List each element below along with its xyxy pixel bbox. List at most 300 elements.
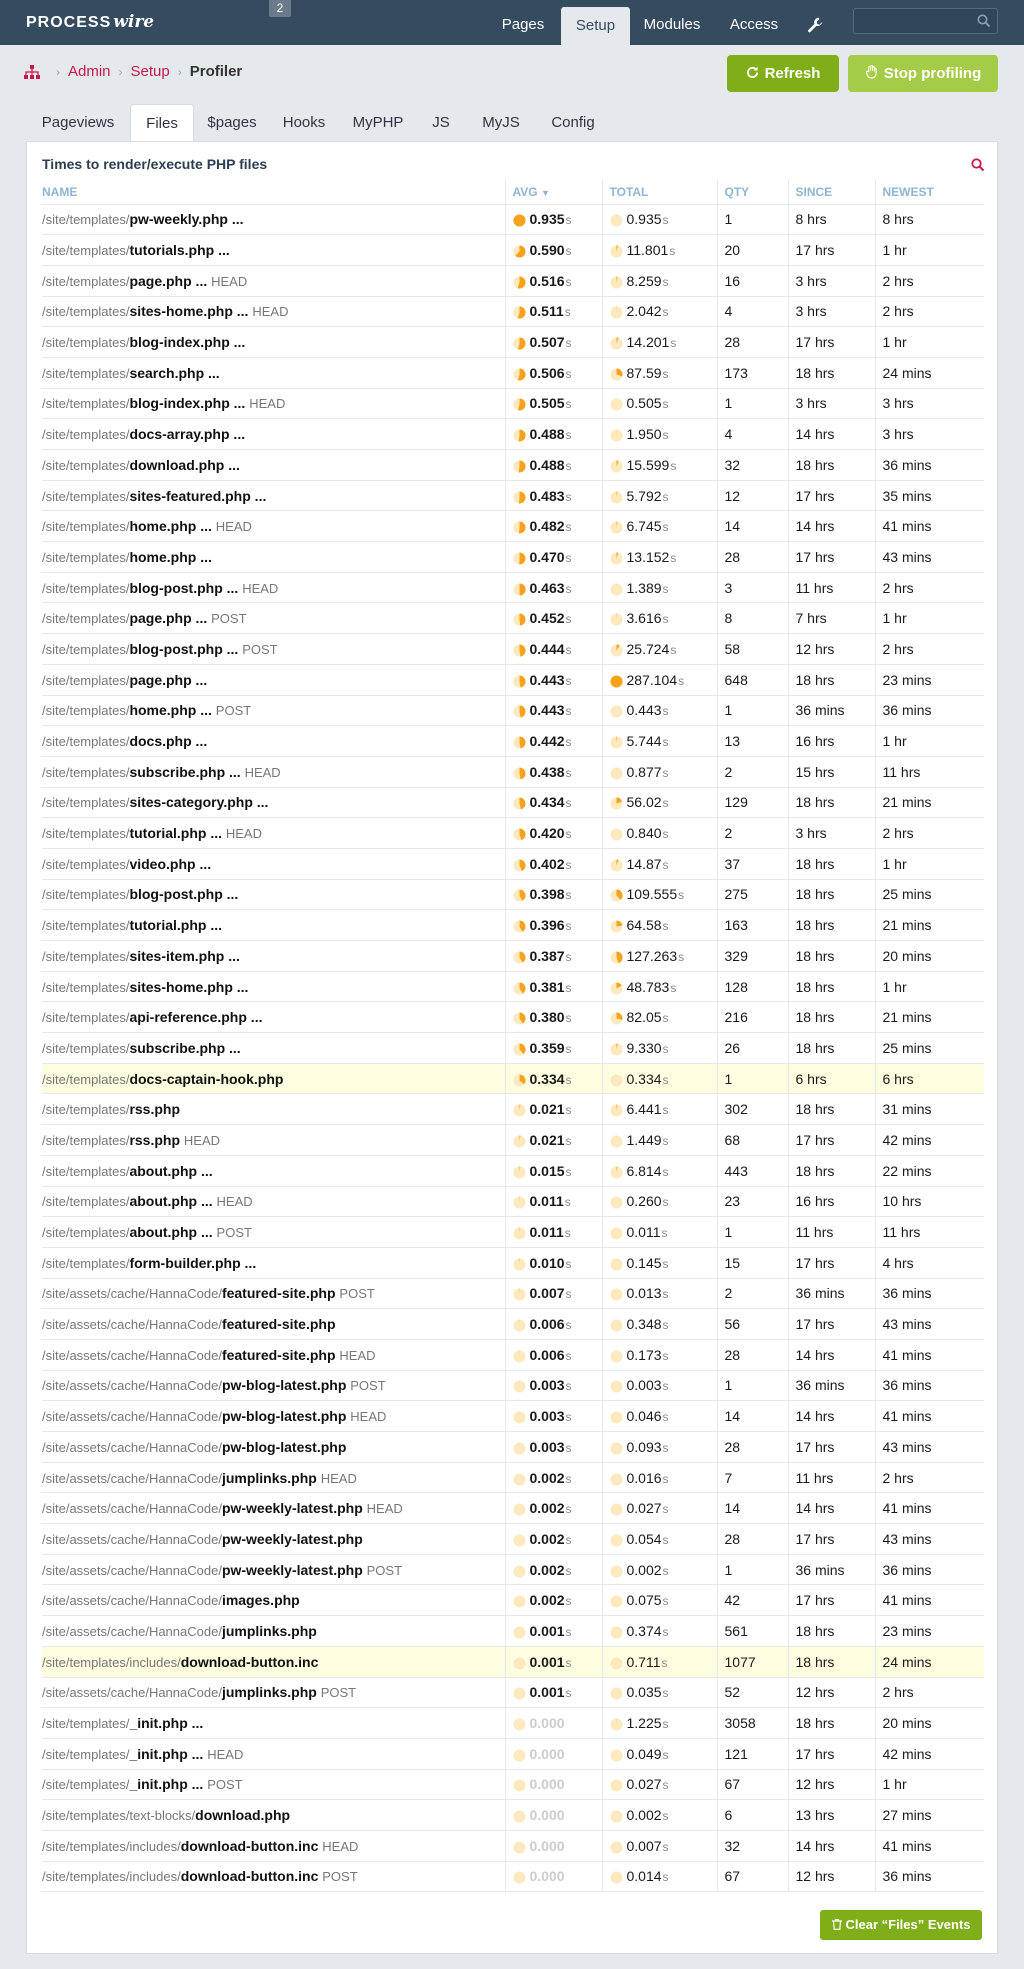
cell-avg — [505, 1063, 602, 1094]
table-row[interactable] — [42, 1616, 984, 1647]
cell-since: 17 hrs — [788, 542, 875, 573]
total-pie-icon — [610, 1319, 623, 1332]
table-row[interactable] — [42, 1247, 984, 1278]
cell-name — [42, 910, 505, 941]
total-pie-icon — [610, 1718, 623, 1731]
cell-total — [602, 1554, 717, 1585]
avg-value: 0.000 — [529, 1807, 565, 1824]
cell-name — [42, 695, 505, 726]
table-row[interactable] — [42, 419, 984, 450]
table-row[interactable] — [42, 726, 984, 757]
file-path-prefix: /site/templates/ — [42, 672, 130, 688]
cell-name — [42, 1646, 505, 1677]
avg-pie-icon — [513, 1012, 526, 1025]
cell-avg — [505, 1278, 602, 1309]
file-name: page.php ... — [129, 272, 208, 289]
total-value: 0.027 — [626, 1500, 662, 1517]
cell-total — [602, 1401, 717, 1432]
cell-since: 17 hrs — [788, 235, 875, 266]
cell-newest: 36 mins — [875, 1861, 984, 1892]
table-row[interactable] — [42, 1585, 984, 1616]
cell-avg — [505, 1432, 602, 1463]
unit-label: s — [662, 796, 669, 811]
cell-newest: 25 mins — [875, 879, 984, 910]
file-name: home.php ... — [129, 702, 212, 719]
cell-since: 11 hrs — [788, 1217, 875, 1248]
col-avg[interactable]: AVG ▼ — [505, 180, 602, 204]
table-row[interactable] — [42, 1217, 984, 1248]
avg-value: 0.002 — [529, 1561, 565, 1578]
refresh-button[interactable]: Refresh — [727, 55, 839, 92]
total-pie-icon — [610, 1565, 623, 1578]
cell-qty: 28 — [717, 327, 788, 358]
avg-pie-icon — [513, 675, 526, 688]
total-pie-icon — [610, 644, 623, 657]
table-row[interactable] — [42, 971, 984, 1002]
tab-myjs[interactable]: MyJS — [482, 114, 520, 131]
avg-value: 0.516 — [529, 272, 565, 289]
table-row[interactable] — [42, 1339, 984, 1370]
table-row[interactable] — [42, 572, 984, 603]
avg-pie-icon — [513, 1074, 526, 1087]
unit-label: s — [662, 1839, 669, 1854]
file-name: pw-weekly-latest.php — [221, 1500, 363, 1517]
avg-value: 0.359 — [529, 1039, 565, 1056]
table-row[interactable] — [42, 1738, 984, 1769]
table-row[interactable] — [42, 1309, 984, 1340]
table-row[interactable] — [42, 634, 984, 665]
total-value: 15.599 — [626, 456, 670, 473]
cell-since: 17 hrs — [788, 1738, 875, 1769]
table-row[interactable] — [42, 1493, 984, 1524]
total-value: 6.441 — [626, 1101, 662, 1118]
cell-avg — [505, 450, 602, 481]
file-path-prefix: /site/templates/ — [42, 918, 130, 934]
unit-label: s — [662, 1471, 669, 1486]
cell-name — [42, 357, 505, 388]
avg-pie-icon — [513, 429, 526, 442]
cell-qty: 1 — [717, 1217, 788, 1248]
table-row[interactable] — [42, 879, 984, 910]
unit-label: s — [565, 1256, 572, 1271]
tab-js[interactable]: JS — [432, 114, 450, 131]
unit-label: s — [662, 1164, 669, 1179]
avg-pie-icon — [513, 1380, 526, 1393]
cell-since: 18 hrs — [788, 879, 875, 910]
table-row[interactable] — [42, 1002, 984, 1033]
breadcrumb-setup[interactable]: Setup — [130, 63, 170, 80]
file-name: home.php ... — [129, 518, 212, 535]
total-value: 5.792 — [626, 487, 662, 504]
cell-since: 17 hrs — [788, 1524, 875, 1555]
total-pie-icon — [610, 1074, 623, 1087]
request-method: HEAD — [242, 580, 279, 596]
cell-total — [602, 603, 717, 634]
table-row[interactable] — [42, 1554, 984, 1585]
cell-qty: 13 — [717, 726, 788, 757]
cell-qty: 4 — [717, 419, 788, 450]
cell-name — [42, 1432, 505, 1463]
unit-label: s — [662, 1287, 669, 1302]
table-row[interactable] — [42, 511, 984, 542]
avg-pie-icon — [513, 920, 526, 933]
cell-total — [602, 787, 717, 818]
file-path-prefix: /site/assets/cache/HannaCode/ — [42, 1501, 222, 1517]
file-name: rss.php — [129, 1131, 181, 1148]
table-row[interactable] — [42, 664, 984, 695]
table-row[interactable] — [42, 265, 984, 296]
table-row[interactable] — [42, 1125, 984, 1156]
tab-pageviews[interactable]: Pageviews — [41, 114, 115, 131]
col-qty[interactable]: QTY — [717, 180, 788, 204]
cell-newest: 11 hrs — [875, 1217, 984, 1248]
tab-myphp[interactable]: MyPHP — [352, 114, 404, 131]
cell-qty: 32 — [717, 1830, 788, 1861]
col-name[interactable]: NAME — [42, 180, 505, 204]
cell-avg — [505, 971, 602, 1002]
table-row[interactable] — [42, 388, 984, 419]
table-row[interactable] — [42, 1155, 984, 1186]
unit-label: s — [662, 397, 669, 412]
cell-newest: 41 mins — [875, 1830, 984, 1861]
cell-avg — [505, 511, 602, 542]
cell-since: 36 mins — [788, 1554, 875, 1585]
cell-avg — [505, 1800, 602, 1831]
cell-avg — [505, 1830, 602, 1861]
file-name: sites-home.php ... — [129, 978, 249, 995]
nav-access[interactable]: Access — [729, 16, 779, 33]
sort-desc-icon: ▼ — [540, 187, 550, 198]
cell-name — [42, 1677, 505, 1708]
cell-avg — [505, 1861, 602, 1892]
cell-total — [602, 357, 717, 388]
tab-config[interactable]: Config — [551, 114, 595, 131]
cell-newest: 25 mins — [875, 1033, 984, 1064]
avg-pie-icon — [513, 1043, 526, 1056]
cell-avg — [505, 1094, 602, 1125]
cell-total — [602, 879, 717, 910]
table-row[interactable] — [42, 1800, 984, 1831]
cell-avg — [505, 1769, 602, 1800]
cell-total — [602, 1033, 717, 1064]
table-row[interactable] — [42, 1278, 984, 1309]
request-method: POST — [216, 1225, 252, 1241]
cell-since: 14 hrs — [788, 1339, 875, 1370]
table-row[interactable] — [42, 818, 984, 849]
total-pie-icon — [610, 1595, 623, 1608]
cell-total — [602, 204, 717, 235]
table-row[interactable] — [42, 1033, 984, 1064]
unit-label: s — [670, 336, 677, 351]
cell-since: 11 hrs — [788, 572, 875, 603]
breadcrumb-admin[interactable]: Admin — [68, 63, 111, 80]
file-name: images.php — [221, 1592, 300, 1609]
cell-total — [602, 1830, 717, 1861]
unit-label: s — [565, 1563, 572, 1578]
avg-pie-icon — [513, 583, 526, 596]
cell-since: 18 hrs — [788, 1708, 875, 1739]
table-row[interactable] — [42, 695, 984, 726]
total-pie-icon — [610, 1749, 623, 1762]
cell-avg — [505, 1401, 602, 1432]
cell-name — [42, 1094, 505, 1125]
avg-value: 0.006 — [529, 1346, 565, 1363]
cell-name — [42, 941, 505, 972]
unit-label: s — [678, 888, 685, 903]
table-row[interactable] — [42, 1432, 984, 1463]
cell-avg — [505, 1247, 602, 1278]
cell-newest: 2 hrs — [875, 818, 984, 849]
cell-total — [602, 265, 717, 296]
cell-name — [42, 235, 505, 266]
unit-label: s — [565, 1041, 572, 1056]
table-row[interactable] — [42, 1677, 984, 1708]
tab-files[interactable]: Files — [130, 104, 194, 143]
table-row[interactable] — [42, 1769, 984, 1800]
avg-value: 0.420 — [529, 825, 565, 842]
table-row[interactable] — [42, 910, 984, 941]
cell-since: 18 hrs — [788, 971, 875, 1002]
avg-value: 0.387 — [529, 947, 565, 964]
cell-total — [602, 1677, 717, 1708]
total-value: 0.173 — [626, 1346, 662, 1363]
table-row[interactable] — [42, 787, 984, 818]
table-row[interactable] — [42, 1063, 984, 1094]
table-row[interactable] — [42, 204, 984, 235]
cell-avg — [505, 756, 602, 787]
table-row[interactable] — [42, 1861, 984, 1892]
cell-since: 12 hrs — [788, 1677, 875, 1708]
file-path-prefix: /site/templates/ — [42, 1255, 130, 1271]
cell-total — [602, 695, 717, 726]
nav-setup[interactable]: Setup — [561, 7, 630, 45]
breadcrumb-separator: › — [118, 64, 123, 79]
cell-total — [602, 1616, 717, 1647]
unit-label: s — [662, 1686, 669, 1701]
request-method: HEAD — [249, 396, 286, 412]
cell-qty: 52 — [717, 1677, 788, 1708]
table-row[interactable] — [42, 1186, 984, 1217]
total-pie-icon — [610, 1779, 623, 1792]
unit-label: s — [564, 305, 571, 320]
cell-avg — [505, 357, 602, 388]
cell-newest: 2 hrs — [875, 634, 984, 665]
file-name: page.php ... — [129, 671, 208, 688]
tab-hooks[interactable]: Hooks — [282, 114, 326, 131]
search-input[interactable] — [853, 8, 998, 34]
unit-label: s — [565, 336, 572, 351]
avg-value: 0.001 — [529, 1622, 565, 1639]
table-row[interactable] — [42, 848, 984, 879]
table-row[interactable] — [42, 296, 984, 327]
file-name: featured-site.php — [221, 1316, 336, 1333]
stop-profiling-button[interactable]: Stop profiling — [848, 55, 998, 92]
unit-label: s — [662, 274, 669, 289]
cell-avg — [505, 1462, 602, 1493]
table-row[interactable] — [42, 357, 984, 388]
unit-label: s — [662, 765, 669, 780]
cell-newest: 2 hrs — [875, 265, 984, 296]
file-path-prefix: /site/templates/ — [42, 764, 130, 780]
unit-label: s — [565, 1072, 572, 1087]
cell-name — [42, 296, 505, 327]
cell-avg — [505, 1309, 602, 1340]
file-name: pw-blog-latest.php — [221, 1408, 347, 1425]
cell-since: 18 hrs — [788, 941, 875, 972]
table-row[interactable] — [42, 1708, 984, 1739]
table-row[interactable] — [42, 480, 984, 511]
table-row[interactable] — [42, 941, 984, 972]
cell-name — [42, 1063, 505, 1094]
cell-newest: 20 mins — [875, 1708, 984, 1739]
cell-since: 14 hrs — [788, 1401, 875, 1432]
table-row[interactable] — [42, 542, 984, 573]
avg-pie-icon — [513, 613, 526, 626]
table-row[interactable] — [42, 235, 984, 266]
unit-label: s — [662, 827, 669, 842]
unit-label: s — [662, 1348, 669, 1363]
file-path-prefix: /site/templates/includes/ — [42, 1654, 181, 1670]
total-value: 87.59 — [626, 364, 662, 381]
file-path-prefix: /site/templates/ — [42, 611, 130, 627]
unit-label: s — [670, 642, 677, 657]
processwire-logo[interactable]: PROCESS wire — [26, 12, 155, 32]
avg-value: 0.000 — [529, 1776, 565, 1793]
cell-avg — [505, 664, 602, 695]
avg-pie-icon — [513, 306, 526, 319]
cell-total — [602, 542, 717, 573]
total-pie-icon — [610, 1841, 623, 1854]
table-row[interactable] — [42, 1094, 984, 1125]
avg-value: 0.000 — [529, 1745, 565, 1762]
total-value: 0.935 — [626, 211, 662, 228]
table-row[interactable] — [42, 603, 984, 634]
table-row[interactable] — [42, 1524, 984, 1555]
file-path-prefix: /site/templates/ — [42, 212, 130, 228]
nav-pages[interactable]: Pages — [501, 16, 545, 33]
avg-pie-icon — [513, 276, 526, 289]
cell-name — [42, 204, 505, 235]
cell-newest: 20 mins — [875, 941, 984, 972]
unit-label: s — [565, 1532, 572, 1547]
file-path-prefix: /site/templates/ — [42, 457, 130, 473]
cell-avg — [505, 296, 602, 327]
avg-value: 0.000 — [529, 1837, 565, 1854]
col-total[interactable]: TOTAL — [602, 180, 717, 204]
file-name: home.php ... — [129, 548, 212, 565]
cell-newest: 43 mins — [875, 542, 984, 573]
table-row[interactable] — [42, 450, 984, 481]
avg-value: 0.452 — [529, 610, 565, 627]
clear-events-button[interactable]: Clear “Files” Events — [820, 1910, 982, 1940]
search-icon[interactable] — [971, 158, 985, 172]
file-name: download-button.inc — [180, 1868, 319, 1885]
table-row[interactable] — [42, 1462, 984, 1493]
avg-pie-icon — [513, 1104, 526, 1117]
cell-total — [602, 419, 717, 450]
unit-label: s — [662, 213, 669, 228]
total-pie-icon — [610, 1166, 623, 1179]
table-row[interactable] — [42, 327, 984, 358]
unit-label: s — [662, 1624, 669, 1639]
unit-label: s — [661, 1226, 668, 1241]
cell-newest: 41 mins — [875, 1585, 984, 1616]
avg-value: 0.003 — [529, 1377, 565, 1394]
wrench-icon[interactable] — [806, 16, 824, 34]
cell-total — [602, 726, 717, 757]
unit-label: s — [670, 980, 677, 995]
avg-pie-icon — [513, 1258, 526, 1271]
notification-badge[interactable]: 2 — [269, 0, 291, 17]
avg-pie-icon — [513, 214, 526, 227]
nav-modules[interactable]: Modules — [643, 16, 701, 33]
cell-newest: 43 mins — [875, 1524, 984, 1555]
cell-qty: 14 — [717, 1401, 788, 1432]
col-newest[interactable]: NEWEST — [875, 180, 984, 204]
hand-icon — [865, 65, 878, 79]
avg-pie-icon — [513, 1288, 526, 1301]
cell-avg — [505, 235, 602, 266]
cell-name — [42, 1370, 505, 1401]
avg-pie-icon — [513, 1135, 526, 1148]
file-name: about.php ... — [129, 1162, 213, 1179]
cell-name — [42, 1217, 505, 1248]
cell-qty: 14 — [717, 1493, 788, 1524]
cell-since: 12 hrs — [788, 1861, 875, 1892]
cell-total — [602, 848, 717, 879]
top-bar — [0, 0, 1024, 45]
total-value: 1.225 — [626, 1715, 662, 1732]
table-row[interactable] — [42, 1370, 984, 1401]
col-since[interactable]: SINCE — [788, 180, 875, 204]
cell-avg — [505, 848, 602, 879]
file-name: docs-captain-hook.php — [129, 1070, 284, 1087]
avg-pie-icon — [513, 1749, 526, 1762]
cell-since: 17 hrs — [788, 1432, 875, 1463]
avg-pie-icon — [513, 797, 526, 810]
total-pie-icon — [610, 675, 623, 688]
unit-label: s — [662, 1133, 669, 1148]
request-method: HEAD — [350, 1409, 387, 1425]
total-value: 1.950 — [626, 426, 662, 443]
cell-total — [602, 572, 717, 603]
total-value: 0.054 — [626, 1530, 662, 1547]
table-row[interactable] — [42, 1830, 984, 1861]
total-value: 1.389 — [626, 579, 662, 596]
cell-qty: 58 — [717, 634, 788, 665]
cell-since: 18 hrs — [788, 1155, 875, 1186]
cell-qty: 32 — [717, 450, 788, 481]
total-value: 64.58 — [626, 917, 662, 934]
total-value: 0.046 — [626, 1408, 662, 1425]
cell-qty: 3 — [717, 572, 788, 603]
table-row[interactable] — [42, 1401, 984, 1432]
unit-label: s — [565, 274, 572, 289]
unit-label: s — [565, 428, 572, 443]
table-row[interactable] — [42, 1646, 984, 1677]
cell-name — [42, 726, 505, 757]
cell-qty: 23 — [717, 1186, 788, 1217]
total-value: 2.042 — [626, 303, 662, 320]
table-row[interactable] — [42, 756, 984, 787]
total-value: 0.334 — [626, 1070, 662, 1087]
sitemap-icon[interactable] — [24, 65, 40, 79]
avg-value: 0.000 — [529, 1868, 565, 1885]
cell-name — [42, 1033, 505, 1064]
tab-pages[interactable]: $pages — [207, 114, 257, 131]
total-value: 0.840 — [626, 825, 662, 842]
cell-avg — [505, 1002, 602, 1033]
